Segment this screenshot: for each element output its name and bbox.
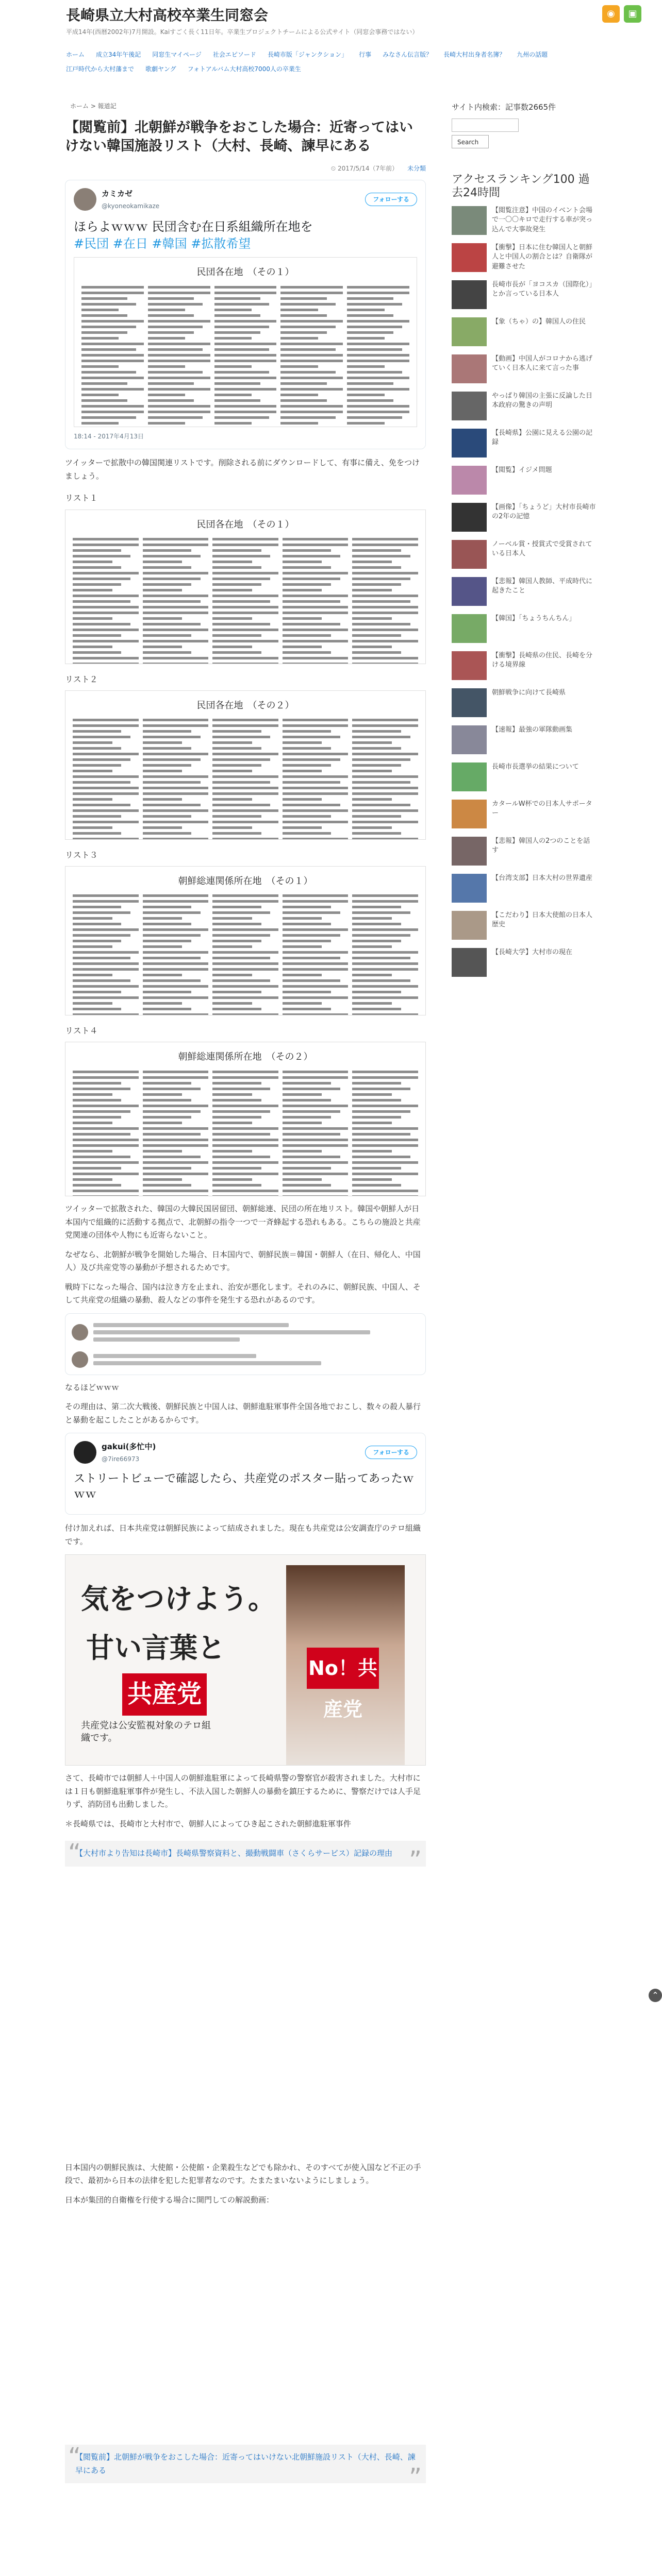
ranking-thumbnail[interactable] [452,577,487,606]
article [65,118,426,2494]
ranking-item[interactable] [452,614,596,643]
ranking-thumbnail[interactable] [452,688,487,717]
quote-open-icon: “ [68,1839,81,1868]
tweet-date[interactable]: 18:14 - 2017年4月13日 [74,432,144,440]
ranking-thumbnail[interactable] [452,503,487,532]
ranking-item[interactable] [452,280,596,309]
paragraph-3: 戦時下になった場合、国内は泣き方を止まれ、治安が悪化します。それのみに、朝鮮民族、中国人、そして共産党の組織の暴動、殺人などの事件を発生する恐れがあるのです。 [65,1282,421,1305]
banner-badge: No！共産党 [307,1648,379,1689]
ranking-item[interactable] [452,800,596,828]
banner-line-4: 共産党は公安監視対象のテロ組織です。 [81,1720,211,1743]
banner-line-1: 気をつけよう。 [81,1582,276,1616]
category-link[interactable]: 未分類 [407,164,426,172]
ranking-item[interactable] [452,354,596,383]
ranking-thumbnail[interactable] [452,392,487,420]
tweet-body: ほらよｗｗｗ 民団含む在日系組織所在地を [74,219,313,234]
ranking-item[interactable] [452,503,596,532]
ranking-text[interactable]: 【画像】「ちょうど」大村市長崎市の2年の記憶 [492,503,596,521]
site-title[interactable]: 長崎県立大村高校卒業生同窓会 [66,7,269,24]
ranking-thumbnail[interactable] [452,317,487,346]
nav-item[interactable]: 長崎大村出身者名簿？ [443,51,506,58]
quote-link-text-2[interactable]: 【閲覧前】北朝鮮が戦争をおこした場合：近寄ってはいけない北朝鮮施設リスト（大村、長崎、諫早にある [75,2452,416,2475]
follow-button[interactable]: フォローする [365,193,417,206]
paragraph-7: ＊長崎県では、長崎市と大村市で、朝鮮人によってひき起こされた朝鮮進駐軍事件 [65,1819,351,1828]
banner-line-2: 甘い言葉と [86,1631,225,1665]
ranking-text[interactable]: 長崎市長が「ヨコスカ（国際化）」とか言っている日本人 [492,281,596,298]
header-icons [602,5,641,23]
paragraph-6: さて、長崎市では朝鮮人＋中国人の朝鮮進駐軍によって長崎県警の警察官が殺害されました。大村市には１日も朝鮮進駐軍事件が発生し、不法入国した朝鮮人の暴動を鎮圧するために、警察だけでは人手足りず、消防団も出動しました。 [65,1773,421,1809]
ranking-item[interactable] [452,948,596,977]
ranking-text[interactable]: 【こだわり】日本大使館の日本人歴史 [492,911,593,929]
ranking-item[interactable] [452,466,596,495]
paragraph-1: ツイッターで拡散された、韓国の大韓民国居留団、朝鮮総連、民団の所在地リスト。韓国や朝鮮人が日本国内で組織的に活動する拠点で、北朝鮮の指令一つで一斉蜂起する恐れもある。こちらの施設と共産党関連の団体や人物にも近寄らないこと。 [65,1204,421,1240]
paragraph-2: なぜなら、北朝鮮が戦争を開始した場合、日本国内で、朝鮮民族＝韓国・朝鮮人（在日、帰化人、中国人）及び共産党等の暴動が予想されるためです。 [65,1249,421,1273]
nav-item[interactable]: 九州の話題 [517,51,548,58]
ranking-text[interactable]: 【衝撃】日本に住む韓国人と朝鮮人と中国人の割合とは？自衛隊が避難させた [492,244,593,270]
tweet-handle[interactable]: @kyoneokamikaze [102,202,160,210]
list-label: リスト１ [65,493,98,503]
document-image[interactable] [65,690,426,840]
global-nav [61,47,623,76]
ranking-text[interactable]: 【長崎県】公園に見える公園の記録 [492,429,593,447]
quote-link-text[interactable]: 【大村市より告知は長崎市】長崎県警察資料と、撮動戦闘車（さくらサービス）記録の理由 [75,1849,393,1858]
search-input[interactable] [452,118,519,132]
ranking-item[interactable] [452,725,596,754]
ranking-text[interactable]: 【衝撃】長崎県の住民、長崎を分ける境界線 [492,652,593,669]
ranking-item[interactable] [452,243,596,272]
ranking-text[interactable]: 【閲覧注意】中国のイベント会場で一〇〇キロで走行する車が突っ込んで大事故発生 [492,207,593,233]
quote-open-icon: “ [68,2443,81,2472]
banner-line-3: 共産党 [122,1673,207,1716]
feedly-icon[interactable]: ▣ [624,5,641,23]
list-label: リスト２ [65,674,98,684]
ranking-thumbnail[interactable] [452,429,487,457]
ranking-item[interactable] [452,837,596,866]
article-date: 2017/5/14（7年前） [337,164,399,172]
ranking-text[interactable]: 【長崎大学】大村市の現在 [492,948,573,957]
document-image[interactable] [65,510,426,664]
spacer [65,1877,426,2155]
ranking-item[interactable] [452,911,596,940]
paragraph-4: その理由は、第二次大戦後、朝鮮民族と中国人は、朝鮮進駐軍事件全国各地でおこし、数々の殺人暴行と暴動を起こしたことがあるからです。 [65,1402,421,1425]
doc-title: 民団各在地 （その１） [196,266,294,278]
doc-title: 朝鮮総連関係所在地 （その２） [178,1052,313,1063]
spacer [65,2213,426,2434]
ranking-item[interactable] [452,577,596,606]
nav-item[interactable]: 成立34年午後記 [96,51,141,58]
document-lists [65,491,426,1196]
ranking-item[interactable] [452,540,596,569]
ranking-item[interactable] [452,429,596,457]
ranking-thumbnail[interactable] [452,651,487,680]
document-image[interactable] [65,866,426,1015]
ranking-text[interactable]: 【悲報】韓国人の2つのことを話す [492,837,590,855]
ranking-text[interactable]: 【速報】最強の軍隊動画集 [492,726,573,734]
doc-title: 朝鮮総連関係所在地 （その１） [178,875,313,887]
tweet-author[interactable]: カミカゼ [102,189,133,199]
ranking-text[interactable]: 長崎市長選挙の結果について [492,763,579,771]
nav-item[interactable]: みなさん伝言版？ [383,51,433,58]
list-label: リスト４ [65,1025,98,1036]
search-title: サイト内検索：記事数2665件 [452,103,556,112]
ranking-thumbnail[interactable] [452,800,487,828]
ranking-title: アクセスランキング100 過去24時間 [452,173,590,199]
nav-item[interactable]: ホーム [66,51,85,58]
ranking-text[interactable]: 【台湾支部】日本大村の世界遺産 [492,874,593,883]
nav-item[interactable]: 社会エピソード [212,51,256,58]
ranking-thumbnail[interactable] [452,837,487,866]
quote-close-icon: ” [409,1846,422,1875]
embedded-tweet [65,180,426,449]
ranking-text[interactable]: 【韓国】「ちょうちんちん」 [492,615,576,623]
ranking-thumbnail[interactable] [452,874,487,903]
ranking-thumbnail[interactable] [452,354,487,383]
ranking-item[interactable] [452,651,596,680]
tweet-author[interactable]: gakui(多忙中) [102,1442,156,1452]
nav-item[interactable]: 長崎市版「ジャンクション」 [267,51,348,58]
ranking-thumbnail[interactable] [452,725,487,754]
breadcrumb[interactable]: ホーム > 報道記 [70,103,117,110]
paragraph-8: 日本国内の朝鮮民族は、大使館・公使館・企業殺生などでも除かれ、そのすべてが使入国など不正の手段で、最初から日本の法律を犯した犯罪者なのです。たまたまいないようにしましょう。 [65,2162,421,2185]
ranking-item[interactable] [452,392,596,420]
ranking-text[interactable]: 【象（ちゃ）の】韓国人の住民 [492,318,586,326]
ranking-text[interactable]: 【悲報】韓国人教師、平成時代に起きたこと [492,578,593,595]
tweet-text: ストリートビューで確認したら、共産党のポスター貼ってあったｗｗｗ [74,1472,414,1501]
nav-item[interactable]: 江戸時代から大村藩まで [66,65,135,73]
ranking-thumbnail[interactable] [452,466,487,495]
nav-item[interactable]: 歌劇ヤング [145,65,176,73]
quote-close-icon: ” [409,2463,422,2492]
ranking-thumbnail[interactable] [452,948,487,977]
nav-item[interactable]: 同窓生マイページ [152,51,202,58]
street-tweet [65,1433,426,1515]
ranking-list [452,206,596,977]
doc-title: 民団各在地 （その１） [196,519,294,530]
ranking-thumbnail[interactable] [452,540,487,569]
rss-icon[interactable]: ◉ [602,5,620,23]
reply-tweet [65,1313,426,1375]
ranking-item[interactable] [452,688,596,717]
ranking-item[interactable] [452,874,596,903]
nav-item[interactable]: 行事 [359,51,372,58]
quote-link-2[interactable] [65,2443,426,2492]
paragraph-5: 付け加えれば、日本共産党は朝鮮民族によって結成されました。現在も共産党は公安調査庁のテロ組織です。 [65,1523,421,1546]
reply-caption: なるほどｗｗｗ [65,1382,120,1392]
ranking-thumbnail[interactable] [452,206,487,235]
doc-title: 民団各在地 （その２） [196,700,294,711]
tweet-hashtags[interactable]: #民団 #在日 #韓国 #拡散希望 [74,236,251,251]
paragraph-9: 日本が集団的自衛権を行使する場合に開門しての解説動画： [65,2195,274,2205]
ranking-item[interactable] [452,206,596,235]
intro-text: ツイッターで拡散中の韓国関連リストです。削除される前にダウンロードして、有事に備え、免をつけましょう。 [65,458,420,481]
article-title: 【閲覧前】北朝鮮が戦争をおこした場合：近寄ってはいけない韓国施設リスト（大村、長崎、諫早にある [65,120,413,155]
clock-icon: ⏲ [330,164,336,172]
site-description: 平成14年(西暦2002年)7月開設。Kaiすごく長く11日年。卒業生プロジェクトチームによる公式サイト（同窓会事務ではない） [66,28,419,36]
avatar[interactable] [74,1441,96,1464]
ranking-thumbnail[interactable] [452,911,487,940]
ranking-text[interactable]: やっぱり韓国の主張に反論した日本政府の驚きの声明 [492,392,593,410]
ranking-text[interactable]: 朝鮮戦争に向けて長崎県 [492,689,566,697]
ranking-thumbnail[interactable] [452,243,487,272]
sidebar [452,101,596,985]
ranking-item[interactable] [452,317,596,346]
quote-link[interactable] [65,1839,426,1875]
list-label: リスト３ [65,850,98,860]
scroll-top-icon[interactable]: ⌃ [649,1989,662,2002]
avatar[interactable] [72,1324,88,1341]
ranking-thumbnail[interactable] [452,762,487,791]
article-meta [65,163,426,174]
ranking-text[interactable]: カタールW杯での日本人サポーター [492,800,592,818]
follow-button[interactable]: フォローする [365,1446,417,1459]
tweet-document-image[interactable] [74,257,417,427]
search-button[interactable]: Search [452,135,489,148]
ranking-text[interactable]: 【閲覧】イジメ問題 [492,466,552,474]
ranking-text[interactable]: 【動画】中国人がコロナから逃げていく日本人に来て言った事 [492,355,593,372]
tweet-text [74,218,417,252]
avatar[interactable] [74,188,96,211]
document-image[interactable] [65,1042,426,1196]
ranking-text[interactable]: ノーベル賞・授賞式で受賞されている日本人 [492,540,592,558]
ranking-item[interactable] [452,762,596,791]
site-header [0,0,662,82]
ranking-thumbnail[interactable] [452,280,487,309]
nav-item[interactable]: フォトアルバム大村高校7000人の卒業生 [187,65,301,73]
avatar[interactable] [72,1351,88,1368]
tweet-handle[interactable]: @7ire66973 [102,1455,140,1463]
banner-image [65,1554,426,1766]
ranking-thumbnail[interactable] [452,614,487,643]
